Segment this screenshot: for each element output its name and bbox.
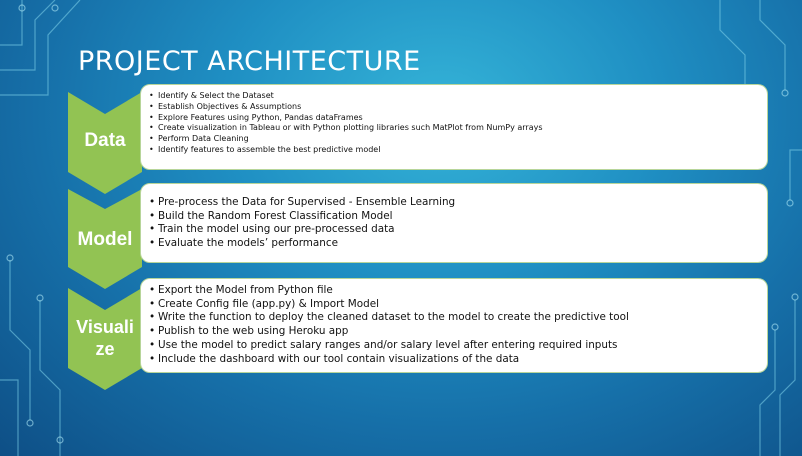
chevron-label-line: ze — [95, 339, 115, 359]
list-item: • Perform Data Cleaning — [149, 134, 767, 145]
section-box-data — [140, 84, 768, 170]
chevron-label-line: Model — [77, 229, 133, 250]
list-item: • Include the dashboard with our tool contain visualizations of the data — [149, 353, 767, 367]
list-item: • Establish Objectives & Assumptions — [149, 102, 767, 113]
bullet-list — [149, 196, 767, 251]
list-item: • Identify features to assemble the best predictive model — [149, 145, 767, 156]
list-item: • Export the Model from Python file — [149, 284, 767, 298]
list-item: • Explore Features using Python, Pandas dataFrames — [149, 113, 767, 124]
list-item: • Evaluate the models’ performance — [149, 237, 767, 251]
bullet-list — [149, 91, 767, 156]
list-item: • Create Config file (app.py) & Import Model — [149, 298, 767, 312]
slide-title: PROJECT ARCHITECTURE — [78, 46, 421, 77]
list-item: • Identify & Select the Dataset — [149, 91, 767, 102]
chevron-label-line: Visuali — [76, 317, 134, 337]
chevron-label-visualize — [68, 316, 142, 360]
list-item: • Train the model using our pre-processed data — [149, 223, 767, 237]
chevron-label-line: Data — [84, 130, 126, 151]
list-item: • Pre-process the Data for Supervised - Ensemble Learning — [149, 196, 767, 210]
list-item: • Create visualization in Tableau or with Python plotting libraries such MatPlot from NumPy arrays — [149, 123, 767, 134]
list-item: • Publish to the web using Heroku app — [149, 325, 767, 339]
chevron-visualize — [68, 288, 142, 390]
section-box-visualize — [140, 278, 768, 373]
chevron-data — [68, 92, 142, 194]
chevron-label-data — [68, 130, 142, 152]
list-item: • Use the model to predict salary ranges and/or salary level after entering required inputs — [149, 339, 767, 353]
chevron-model — [68, 189, 142, 289]
bullet-list — [149, 284, 767, 366]
chevron-label-model — [68, 229, 142, 251]
list-item: • Build the Random Forest Classification Model — [149, 210, 767, 224]
list-item: • Write the function to deploy the cleaned dataset to the model to create the predictive tool — [149, 311, 767, 325]
section-box-model — [140, 183, 768, 263]
